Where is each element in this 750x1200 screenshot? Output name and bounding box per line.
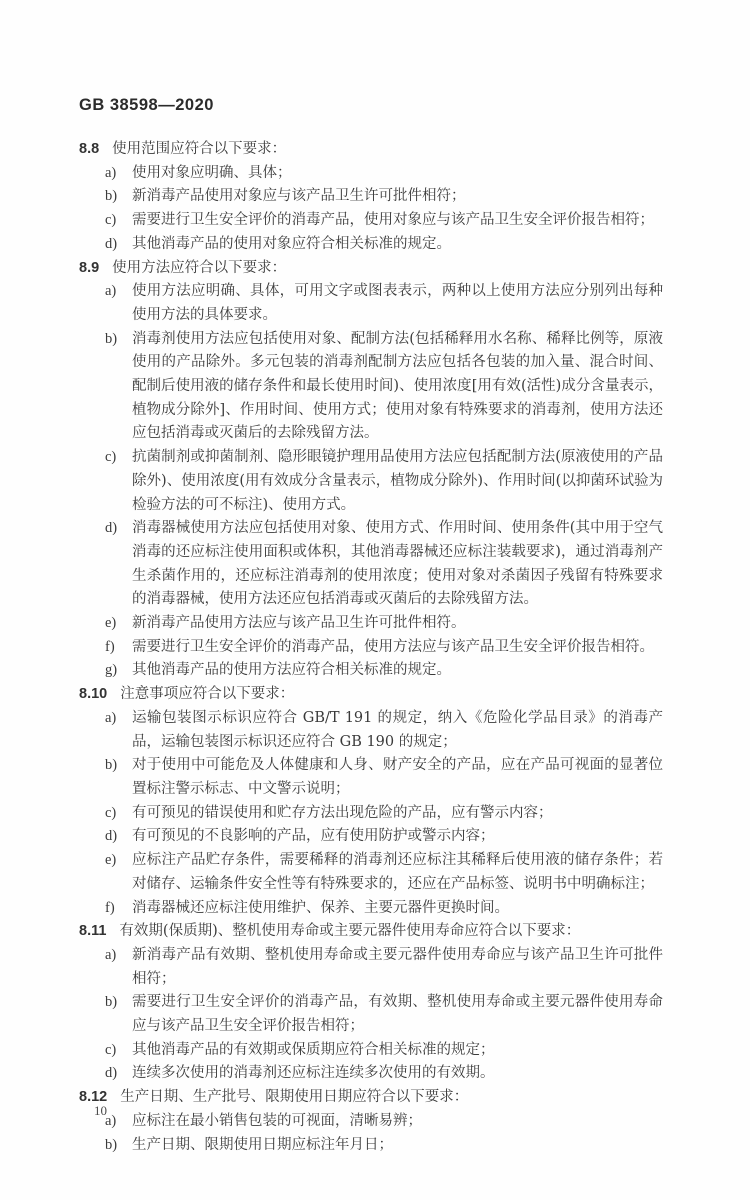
section-title: 生产日期、生产批号、限期使用日期应符合以下要求： — [120, 1089, 469, 1106]
list-item-text: 连续多次使用的消毒剂还应标注连续多次使用的有效期。 — [132, 1065, 495, 1082]
list-item-text: 其他消毒产品的有效期或保质期应符合相关标准的规定； — [132, 1041, 495, 1058]
list-item — [79, 944, 663, 991]
list-item-text: 消毒器械还应标注使用维护、保养、主要元器件更换时间。 — [132, 899, 509, 916]
list-item-text: 消毒剂使用方法应包括使用对象、配制方法(包括稀释用水名称、稀释比例等，原液使用的产品除外。多元包装的消毒剂配制方法应包括各包装的加入量、混合时间、配制后使用液的储存条件和最长使用时间)、使用浓度[用有效(活性)成分含量表示，植物成分除外]、作用时间、使用方式；使用对象有特殊要求的消毒剂，使用方法还应包括消毒或灭菌后的去除残留方法。 — [132, 330, 663, 442]
section-title: 有效期(保质期)、整机使用寿命或主要元器件使用寿命应符合以下要求： — [119, 923, 581, 940]
section-title: 使用范围应符合以下要求： — [112, 141, 287, 157]
list-item — [79, 517, 663, 612]
list-item — [79, 754, 663, 801]
list-item-label: b) — [105, 994, 118, 1011]
list-item — [79, 707, 663, 754]
list-item-text: 应标注在最小销售包装的可视面，清晰易辨； — [132, 1112, 422, 1129]
list-item — [79, 1062, 663, 1086]
list-item-text: 需要进行卫生安全评价的消毒产品，有效期、整机使用寿命或主要元器件使用寿命应与该产品卫生安全评价报告相符； — [132, 994, 663, 1035]
list-item-text: 生产日期、限期使用日期应标注年月日； — [132, 1136, 393, 1153]
list-item-text: 需要进行卫生安全评价的消毒产品，使用方法应与该产品卫生安全评价报告相符。 — [132, 638, 654, 655]
list-item-label: a) — [105, 283, 117, 300]
document-content — [79, 138, 663, 1157]
list-item — [79, 328, 663, 447]
list-item-text: 有可预见的错误使用和贮存方法出现危险的产品，应有警示内容； — [132, 804, 553, 821]
page-number: 10 — [94, 1103, 107, 1118]
section-heading — [79, 257, 663, 281]
list-item-text: 抗菌制剂或抑菌制剂、隐形眼镜护理用品使用方法应包括配制方法(原液使用的产品除外)、使用浓度(用有效成分含量表示，植物成分除外)、作用时间(以抑菌环试验为检验方法的可不标注)、使用方式。 — [132, 449, 663, 513]
list-item — [79, 612, 663, 636]
section-heading — [79, 1086, 663, 1110]
list-item-text: 新消毒产品有效期、整机使用寿命或主要元器件使用寿命应与该产品卫生许可批件相符； — [132, 946, 663, 987]
list-item-label: e) — [105, 615, 117, 632]
section-8.9 — [79, 257, 663, 684]
list-item-text: 使用方法应明确、具体，可用文字或图表表示，两种以上使用方法应分别列出每种使用方法的具体要求。 — [132, 283, 663, 323]
list-item — [79, 209, 663, 233]
list-item-text: 需要进行卫生安全评价的消毒产品，使用对象应与该产品卫生安全评价报告相符； — [132, 212, 654, 229]
list-item-label: f) — [105, 638, 115, 655]
section-number: 8.9 — [79, 259, 100, 276]
list-item-label: g) — [105, 662, 118, 679]
list-item — [79, 636, 663, 660]
section-8.12 — [79, 1086, 663, 1157]
list-item — [79, 185, 663, 209]
list-item-text: 其他消毒产品的使用方法应符合相关标准的规定。 — [132, 662, 451, 679]
section-number: 8.12 — [79, 1089, 108, 1106]
section-title: 使用方法应符合以下要求： — [112, 259, 287, 276]
list-item — [79, 897, 663, 921]
list-item-label: d) — [105, 828, 118, 845]
list-item-label: c) — [105, 212, 117, 229]
list-item-label: b) — [105, 1136, 118, 1153]
list-item-label: a) — [105, 1112, 117, 1129]
list-item-label: d) — [105, 235, 118, 252]
list-item — [79, 1134, 663, 1158]
list-item-label: a) — [105, 164, 117, 181]
list-item-text: 有可预见的不良影响的产品，应有使用防护或警示内容； — [132, 828, 495, 845]
list-item-label: c) — [105, 1041, 117, 1058]
section-number: 8.8 — [79, 141, 100, 157]
standard-number-header: GB 38598—2020 — [79, 96, 214, 114]
list-item-text: 应标注产品贮存条件，需要稀释的消毒剂还应标注其稀释后使用液的储存条件；若对储存、运输条件安全性等有特殊要求的，还应在产品标签、说明书中明确标注； — [132, 852, 663, 892]
list-item-text: 新消毒产品使用对象应与该产品卫生许可批件相符； — [132, 188, 466, 205]
list-item — [79, 1110, 663, 1134]
section-heading — [79, 683, 663, 707]
list-item-label: b) — [105, 330, 118, 347]
list-item — [79, 233, 663, 257]
section-heading — [79, 138, 663, 162]
list-item-text: 对于使用中可能危及人体健康和人身、财产安全的产品，应在产品可视面的显著位置标注警示标志、中文警示说明； — [132, 757, 663, 797]
list-item — [79, 659, 663, 683]
list-item — [79, 162, 663, 186]
list-item-label: a) — [105, 709, 117, 726]
list-item-label: b) — [105, 757, 118, 774]
list-item — [79, 991, 663, 1038]
list-item-label: c) — [105, 804, 117, 821]
list-item — [79, 1039, 663, 1063]
list-item-text: 使用对象应明确、具体； — [132, 164, 292, 181]
list-item — [79, 825, 663, 849]
list-item-text: 消毒器械使用方法应包括使用对象、使用方式、作用时间、使用条件(其中用于空气消毒的还应标注使用面积或体积，其他消毒器械还应标注装载要求)，通过消毒剂产生杀菌作用的，还应标注消毒剂的使用浓度；使用对象对杀菌因子残留有特殊要求的消毒器械，使用方法还应包括消毒或灭菌后的去除残留方法。 — [132, 520, 663, 608]
list-item-label: a) — [105, 946, 117, 963]
list-item-label: b) — [105, 188, 118, 205]
list-item — [79, 446, 663, 517]
list-item — [79, 849, 663, 896]
list-item-label: d) — [105, 1065, 118, 1082]
list-item-label: f) — [105, 899, 115, 916]
section-8.8 — [79, 138, 663, 257]
section-8.11 — [79, 920, 663, 1086]
section-number: 8.11 — [79, 923, 107, 940]
list-item — [79, 280, 663, 327]
section-number: 8.10 — [79, 686, 108, 703]
list-item-text: 运输包装图示标识应符合 GB/T 191 的规定，纳入《危险化学品目录》的消毒产品，运输包装图示标识还应符合 GB 190 的规定； — [132, 709, 663, 750]
list-item-text: 其他消毒产品的使用对象应符合相关标准的规定。 — [132, 235, 451, 252]
section-heading — [79, 920, 663, 944]
section-title: 注意事项应符合以下要求： — [120, 686, 295, 703]
list-item-label: c) — [105, 449, 117, 466]
section-8.10 — [79, 683, 663, 920]
list-item-text: 新消毒产品使用方法应与该产品卫生许可批件相符。 — [132, 615, 466, 632]
list-item-label: e) — [105, 852, 117, 869]
list-item-label: d) — [105, 520, 118, 537]
list-item — [79, 802, 663, 826]
